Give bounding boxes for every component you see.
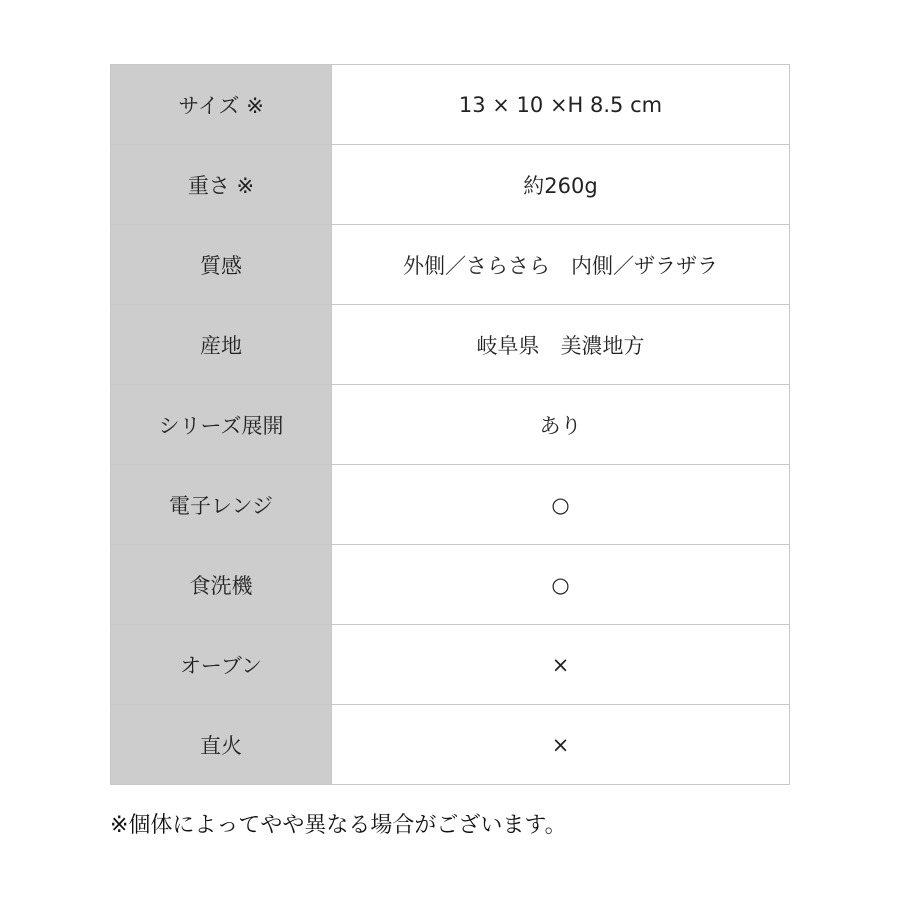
spec-value-weight: 約260g — [332, 145, 790, 225]
table-row — [111, 65, 790, 145]
spec-label-dishwasher: 食洗機 — [111, 545, 332, 625]
spec-label-size: サイズ ※ — [111, 65, 332, 145]
spec-label-series: シリーズ展開 — [111, 385, 332, 465]
table-row — [111, 545, 790, 625]
spec-label-microwave: 電子レンジ — [111, 465, 332, 545]
spec-label-weight: 重さ ※ — [111, 145, 332, 225]
spec-label-origin: 産地 — [111, 305, 332, 385]
spec-value-dishwasher: ○ — [332, 545, 790, 625]
table-row — [111, 625, 790, 705]
table-row — [111, 145, 790, 225]
table-row — [111, 385, 790, 465]
table-row — [111, 705, 790, 785]
spec-value-texture: 外側／さらさら 内側／ザラザラ — [332, 225, 790, 305]
table-row — [111, 225, 790, 305]
spec-value-microwave: ○ — [332, 465, 790, 545]
spec-value-oven: × — [332, 625, 790, 705]
spec-label-direct-fire: 直火 — [111, 705, 332, 785]
spec-value-series: あり — [332, 385, 790, 465]
spec-label-oven: オーブン — [111, 625, 332, 705]
table-row — [111, 465, 790, 545]
spec-value-size: 13 × 10 ×H 8.5 cm — [332, 65, 790, 145]
spec-value-direct-fire: × — [332, 705, 790, 785]
footnote: ※個体によってやや異なる場合がございます。 — [110, 813, 567, 838]
spec-value-origin: 岐阜県 美濃地方 — [332, 305, 790, 385]
spec-label-texture: 質感 — [111, 225, 332, 305]
spec-table — [110, 64, 790, 785]
table-row — [111, 305, 790, 385]
